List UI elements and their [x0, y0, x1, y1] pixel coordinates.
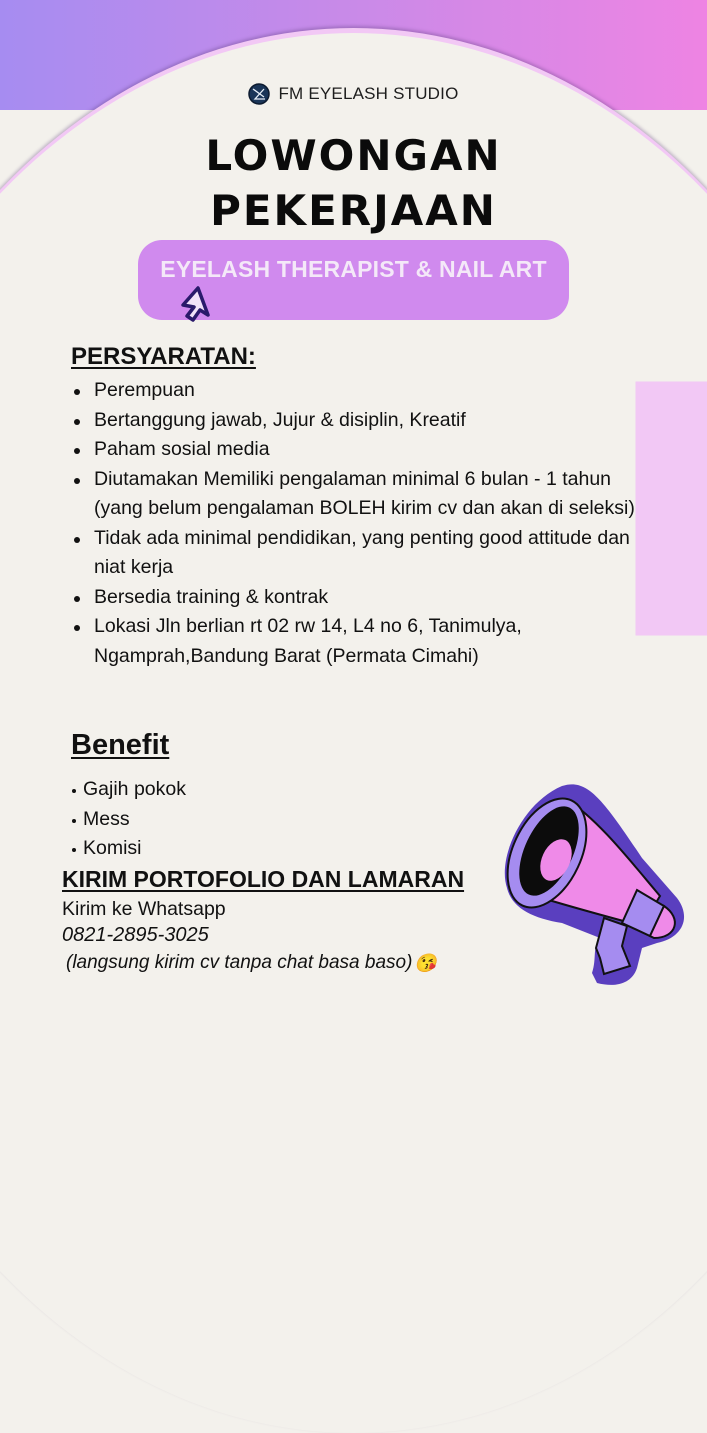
megaphone-icon [492, 778, 692, 988]
requirement-item: Lokasi Jln berlian rt 02 rw 14, L4 no 6, Tanimulya, Ngamprah,Bandung Barat (Permata Cimahi) [71, 612, 651, 671]
benefit-item: Komisi [71, 834, 186, 864]
cursor-arrow-icon [178, 285, 214, 325]
benefits-list [71, 775, 186, 864]
requirement-item: Bertanggung jawab, Jujur & disiplin, Kreatif [71, 406, 651, 436]
requirement-item: Diutamakan Memiliki pengalaman minimal 6 bulan - 1 tahun (yang belum pengalaman BOLEH kirim cv dan akan di seleksi) [71, 465, 651, 524]
title-line-2: PEKERJAAN [210, 186, 497, 235]
requirements-heading: PERSYARATAN: [71, 343, 256, 370]
benefit-item: Mess [71, 805, 186, 835]
brand-name: FM EYELASH STUDIO [278, 84, 459, 103]
requirement-item: Paham sosial media [71, 435, 651, 465]
position-label: EYELASH THERAPIST & NAIL ART [160, 256, 547, 282]
eyelash-logo-icon [248, 83, 270, 105]
contact-heading: KIRIM PORTOFOLIO DAN LAMARAN [62, 866, 465, 892]
benefits-heading: Benefit [71, 729, 170, 761]
page-title [0, 128, 707, 238]
requirement-item: Bersedia training & kontrak [71, 583, 651, 613]
requirements-list [71, 376, 651, 671]
benefit-item: Gajih pokok [71, 775, 186, 805]
title-line-1: LOWONGAN [205, 131, 502, 180]
requirement-item: Perempuan [71, 376, 651, 406]
brand-header [0, 83, 707, 105]
requirement-item: Tidak ada minimal pendidikan, yang penting good attitude dan niat kerja [71, 524, 651, 583]
contact-note-text: (langsung kirim cv tanpa chat basa baso) [66, 952, 413, 973]
whatsapp-label: Kirim ke Whatsapp [62, 898, 226, 920]
contact-note [66, 952, 437, 974]
phone-number: 0821-2895-3025 [62, 924, 209, 946]
kiss-emoji-icon: 😘 [414, 952, 437, 973]
